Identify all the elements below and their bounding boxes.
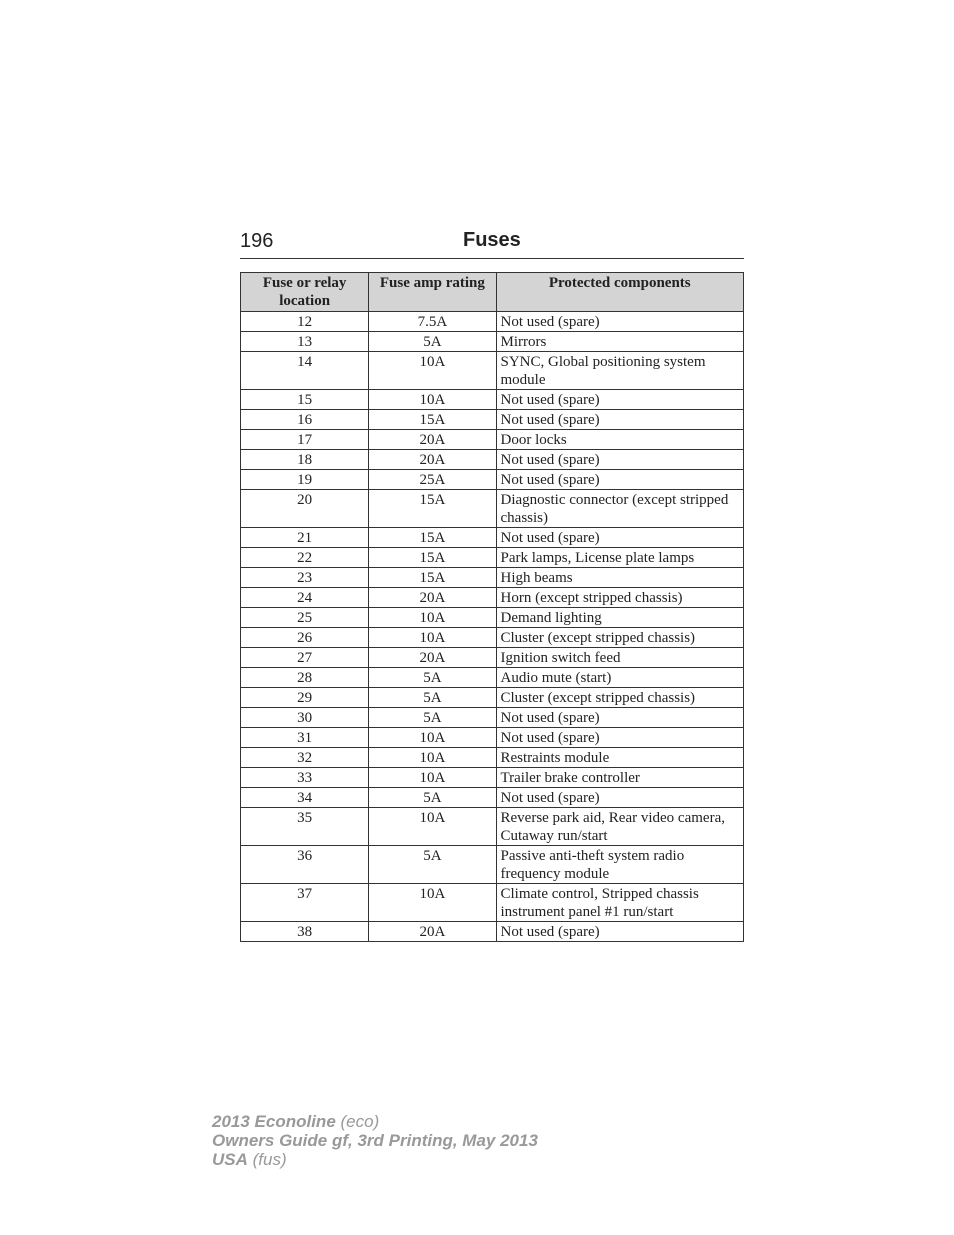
fuse-location-cell: 27 xyxy=(241,648,369,668)
fuse-location-cell: 23 xyxy=(241,568,369,588)
fuse-location-cell: 32 xyxy=(241,748,369,768)
table-row xyxy=(241,728,744,748)
protected-components-cell: Park lamps, License plate lamps xyxy=(496,548,744,568)
protected-components-cell: Cluster (except stripped chassis) xyxy=(496,688,744,708)
table-row xyxy=(241,628,744,648)
fuse-rating-cell: 10A xyxy=(369,884,496,922)
fuse-rating-cell: 20A xyxy=(369,430,496,450)
fuse-location-cell: 19 xyxy=(241,470,369,490)
table-row xyxy=(241,788,744,808)
footer-guide-info: Owners Guide gf, 3rd Printing, May 2013 xyxy=(212,1131,538,1150)
fuse-location-cell: 14 xyxy=(241,352,369,390)
table-row xyxy=(241,450,744,470)
table-row xyxy=(241,352,744,390)
protected-components-cell: Audio mute (start) xyxy=(496,668,744,688)
protected-components-cell: Restraints module xyxy=(496,748,744,768)
table-row xyxy=(241,708,744,728)
table-row xyxy=(241,588,744,608)
fuse-rating-cell: 10A xyxy=(369,628,496,648)
protected-components-cell: Trailer brake controller xyxy=(496,768,744,788)
protected-components-cell: Not used (spare) xyxy=(496,708,744,728)
protected-components-cell: Not used (spare) xyxy=(496,390,744,410)
section-title: Fuses xyxy=(463,229,521,251)
protected-components-cell: Not used (spare) xyxy=(496,312,744,332)
footer-line-3 xyxy=(212,1150,538,1169)
fuse-location-cell: 18 xyxy=(241,450,369,470)
fuse-location-cell: 29 xyxy=(241,688,369,708)
fuse-location-cell: 34 xyxy=(241,788,369,808)
fuse-location-cell: 37 xyxy=(241,884,369,922)
footer-model: 2013 Econoline xyxy=(212,1112,336,1131)
protected-components-cell: SYNC, Global positioning system module xyxy=(496,352,744,390)
fuse-rating-cell: 20A xyxy=(369,922,496,942)
protected-components-cell: Ignition switch feed xyxy=(496,648,744,668)
table-row xyxy=(241,390,744,410)
protected-components-cell: Not used (spare) xyxy=(496,528,744,548)
protected-components-cell: Demand lighting xyxy=(496,608,744,628)
table-row xyxy=(241,430,744,450)
fuse-location-cell: 15 xyxy=(241,390,369,410)
fuse-location-cell: 30 xyxy=(241,708,369,728)
fuse-rating-cell: 15A xyxy=(369,490,496,528)
protected-components-cell: Not used (spare) xyxy=(496,788,744,808)
fuse-rating-cell: 5A xyxy=(369,668,496,688)
protected-components-cell: High beams xyxy=(496,568,744,588)
table-row xyxy=(241,490,744,528)
table-row xyxy=(241,568,744,588)
fuse-rating-cell: 20A xyxy=(369,588,496,608)
fuse-rating-cell: 5A xyxy=(369,708,496,728)
fuse-rating-cell: 7.5A xyxy=(369,312,496,332)
footer-line-1 xyxy=(212,1112,538,1131)
protected-components-cell: Passive anti-theft system radio frequency module xyxy=(496,846,744,884)
fuse-location-cell: 13 xyxy=(241,332,369,352)
fuse-location-cell: 31 xyxy=(241,728,369,748)
table-header-row xyxy=(241,273,744,312)
table-row xyxy=(241,884,744,922)
fuse-rating-cell: 25A xyxy=(369,470,496,490)
fuse-location-cell: 25 xyxy=(241,608,369,628)
table-row xyxy=(241,528,744,548)
fuse-rating-cell: 10A xyxy=(369,748,496,768)
footer-market-code: (fus) xyxy=(252,1150,287,1169)
column-header-rating: Fuse amp rating xyxy=(369,273,496,312)
fuse-location-cell: 35 xyxy=(241,808,369,846)
protected-components-cell: Horn (except stripped chassis) xyxy=(496,588,744,608)
fuse-rating-cell: 15A xyxy=(369,410,496,430)
footer-line-2 xyxy=(212,1131,538,1150)
page-number: 196 xyxy=(240,230,274,252)
protected-components-cell: Not used (spare) xyxy=(496,410,744,430)
protected-components-cell: Not used (spare) xyxy=(496,922,744,942)
fuse-location-cell: 21 xyxy=(241,528,369,548)
fuse-location-cell: 12 xyxy=(241,312,369,332)
protected-components-cell: Not used (spare) xyxy=(496,450,744,470)
table-row xyxy=(241,648,744,668)
fuse-rating-cell: 15A xyxy=(369,528,496,548)
protected-components-cell: Not used (spare) xyxy=(496,728,744,748)
table-row xyxy=(241,312,744,332)
fuse-rating-cell: 10A xyxy=(369,608,496,628)
fuse-rating-cell: 10A xyxy=(369,352,496,390)
fuse-location-cell: 16 xyxy=(241,410,369,430)
table-row xyxy=(241,332,744,352)
fuse-rating-cell: 5A xyxy=(369,846,496,884)
column-header-location: Fuse or relay location xyxy=(241,273,369,312)
table-row xyxy=(241,922,744,942)
protected-components-cell: Cluster (except stripped chassis) xyxy=(496,628,744,648)
table-row xyxy=(241,748,744,768)
fuse-rating-cell: 10A xyxy=(369,768,496,788)
table-row xyxy=(241,768,744,788)
fuse-location-cell: 28 xyxy=(241,668,369,688)
fuse-rating-cell: 5A xyxy=(369,332,496,352)
page-header xyxy=(240,228,744,259)
fuse-rating-cell: 10A xyxy=(369,728,496,748)
table-row xyxy=(241,846,744,884)
protected-components-cell: Diagnostic connector (except stripped chassis) xyxy=(496,490,744,528)
protected-components-cell: Door locks xyxy=(496,430,744,450)
table-row xyxy=(241,410,744,430)
protected-components-cell: Climate control, Stripped chassis instrument panel #1 run/start xyxy=(496,884,744,922)
table-row xyxy=(241,470,744,490)
fuse-rating-cell: 20A xyxy=(369,648,496,668)
fuse-rating-cell: 15A xyxy=(369,548,496,568)
fuse-rating-cell: 20A xyxy=(369,450,496,470)
protected-components-cell: Mirrors xyxy=(496,332,744,352)
protected-components-cell: Reverse park aid, Rear video camera, Cutaway run/start xyxy=(496,808,744,846)
fuse-rating-cell: 10A xyxy=(369,808,496,846)
table-row xyxy=(241,548,744,568)
table-row xyxy=(241,668,744,688)
column-header-components: Protected components xyxy=(496,273,744,312)
table-row xyxy=(241,688,744,708)
table-body xyxy=(241,312,744,942)
fuse-rating-cell: 5A xyxy=(369,688,496,708)
fuse-location-cell: 38 xyxy=(241,922,369,942)
table-row xyxy=(241,808,744,846)
page-footer xyxy=(212,1112,538,1169)
footer-market: USA xyxy=(212,1150,248,1169)
fuse-location-cell: 24 xyxy=(241,588,369,608)
fuse-location-cell: 26 xyxy=(241,628,369,648)
fuse-rating-cell: 10A xyxy=(369,390,496,410)
table-row xyxy=(241,608,744,628)
fuse-location-cell: 33 xyxy=(241,768,369,788)
fuse-rating-cell: 5A xyxy=(369,788,496,808)
fuse-location-cell: 17 xyxy=(241,430,369,450)
fuse-location-cell: 36 xyxy=(241,846,369,884)
footer-model-code: (eco) xyxy=(340,1112,380,1131)
fuse-location-cell: 22 xyxy=(241,548,369,568)
fuse-location-cell: 20 xyxy=(241,490,369,528)
fuse-rating-cell: 15A xyxy=(369,568,496,588)
fuse-table xyxy=(240,272,744,942)
protected-components-cell: Not used (spare) xyxy=(496,470,744,490)
